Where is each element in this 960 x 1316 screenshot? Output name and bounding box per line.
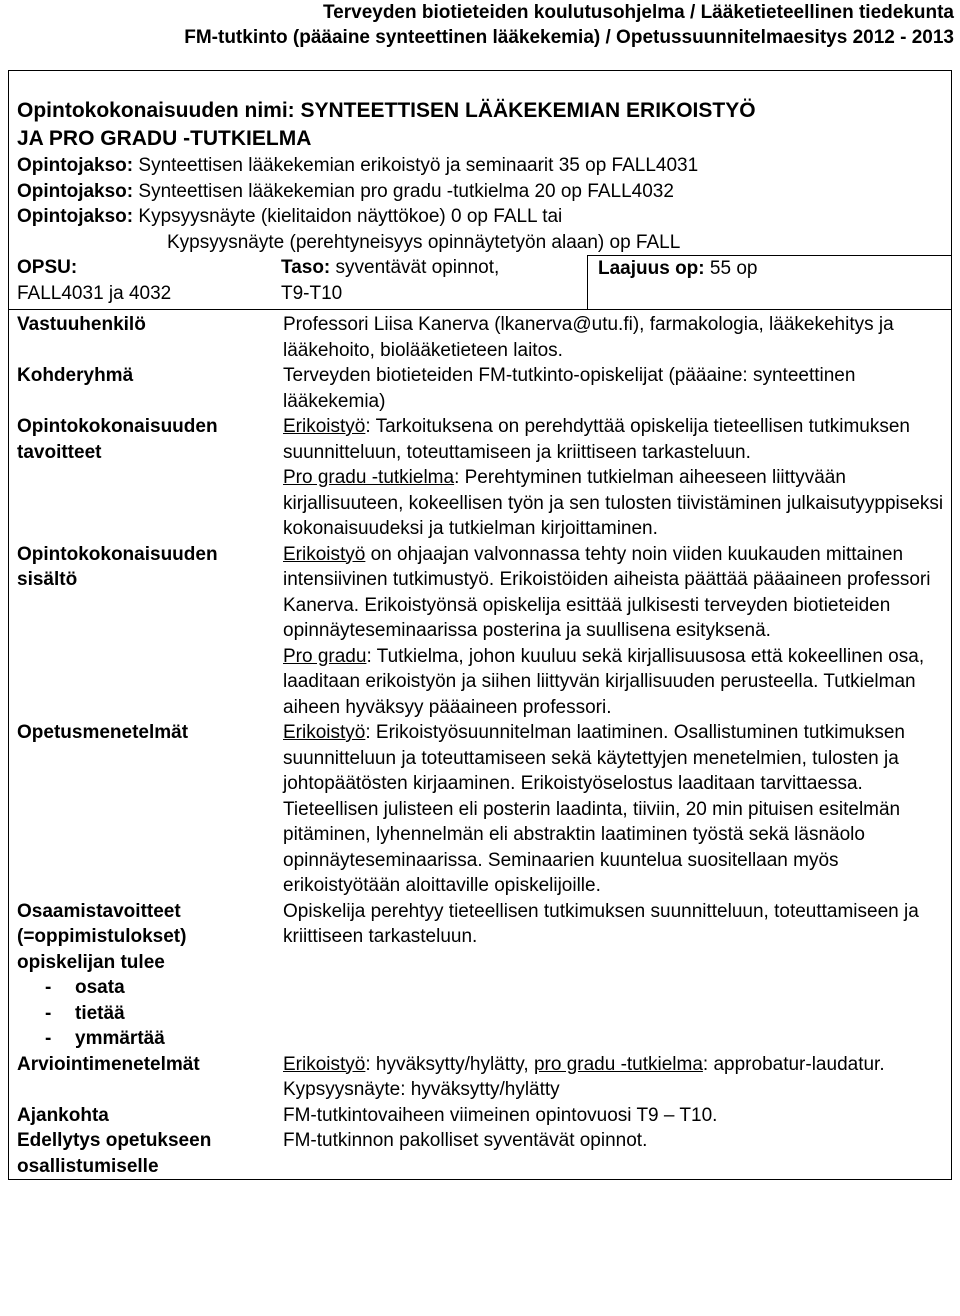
row-vastuuhenkilo: Vastuuhenkilö Professori Liisa Kanerva (lkanerva@utu.fi), farmakologia, lääkekehitys ja lääkehoito, biolääketieteen laitos.	[17, 314, 894, 361]
taso-cell: Taso: syventävät opinnot, T9-T10	[281, 257, 500, 304]
course-line-2: Opintojakso: Synteettisen lääkekemian pro gradu -tutkielma 20 op FALL4032	[17, 180, 674, 202]
page-header	[0, 0, 960, 50]
opsu-row	[9, 255, 951, 310]
course-line-1: Opintojakso: Synteettisen lääkekemian erikoistyö ja seminaarit 35 op FALL4031	[17, 155, 699, 176]
row-kohderyhma: Kohderyhmä Terveyden biotieteiden FM-tutkinto-opiskelijat (pääaine: synteettinen lääkekemia)	[17, 365, 856, 412]
header-line-2: FM-tutkinto (pääaine synteettinen lääkekemia) / Opetussuunnitelmaesitys 2012 - 2013	[184, 27, 954, 48]
row-opetusmenetelmat: Opetusmenetelmät Erikoistyö: Erikoistyösuunnitelman laatiminen. Osallistuminen tutkimuksen suunnitteluun ja toteuttamiseen sekä käytettyjen menetelmien, tulosten ja johtopäätösten kirjaaminen. Erikoistyöselostus laaditaan tarvittaessa. Tieteellisen julisteen eli posterin laadinta, tiiviin, 20 min pituisen esitelmän pitäminen, lyhennelmän eli abstraktin laatiminen työstä sekä läsnäolo opinnäyteseminaarissa. Seminaarien kuuntelua suositellaan myös erikoistyötään aloittaville opiskelijoille.	[17, 722, 905, 896]
row-edellytys: Edellytys opetukseen osallistumiselle FM-tutkinnon pakolliset syventävät opinnot.	[17, 1130, 648, 1177]
row-sisalto: Opintokokonaisuuden sisältö Erikoistyö on ohjaajan valvonnassa tehty noin viiden kuukauden mittainen intensiivinen tutkimustyö. Erikoistöiden aiheista päättää pääaineen professori Kanerva. Erikoistyönsä opiskelija esittää julkisesti terveyden biotieteiden opinnäyteseminaarissa posterina ja suullisena esityksenä. Pro gradu: Tutkielma, johon kuuluu sekä kirjallisuusosa että kokeellinen osa, laaditaan erikoistyön ja siihen liittyvän kirjallisuuden perusteella. Tutkielman aiheen hyväksyy pääaineen professori.	[17, 543, 931, 718]
study-module-title: Opintokokonaisuuden nimi: SYNTEETTISEN LÄÄKEKEMIAN ERIKOISTYÖ	[17, 99, 756, 122]
row-arviointimenetelmat: Arviointimenetelmät Erikoistyö: hyväksytty/hylätty, pro gradu -tutkielma: approbatur-laudatur. Kypsyysnäyte: hyväksytty/hylätty	[17, 1053, 885, 1100]
opsu-cell: OPSU: FALL4031 ja 4032	[17, 257, 172, 304]
row-osaamistavoitteet: Osaamistavoitteet (=oppimistulokset) opiskelijan tulee - osata - tietää - ymmärtää Opiskelija perehtyy tieteellisen tutkimuksen suunnitteluun, toteuttamiseen ja kriittiseen tarkasteluun.	[17, 900, 919, 1049]
course-line-3: Opintojakso: Kypsyysnäyte (kielitaidon näyttökoe) 0 op FALL tai	[17, 206, 563, 227]
row-ajankohta: Ajankohta FM-tutkintovaiheen viimeinen opintovuosi T9 – T10.	[17, 1104, 718, 1126]
curriculum-table	[8, 70, 952, 1180]
course-header-block	[9, 71, 951, 255]
study-module-title-cont: JA PRO GRADU -TUTKIELMA	[17, 127, 312, 150]
laajuus-cell: Laajuus op: 55 op	[587, 255, 951, 309]
row-tavoitteet: Opintokokonaisuuden tavoitteet Erikoistyö: Tarkoituksena on perehdyttää opiskelija tieteellisen tutkimuksen suunnitteluun, toteuttamiseen ja kriittiseen tarkasteluun. Pro gradu -tutkielma: Perehtyminen tutkielman aiheeseen liittyvään kirjallisuuteen, kokeellisen työn ja sen tulosten tiivistäminen julkaisutyyppiseksi kokonaisuudeksi ja tutkielman kirjoittaminen.	[17, 416, 944, 539]
header-line-1: Terveyden biotieteiden koulutusohjelma / Lääketieteellinen tiedekunta	[322, 2, 954, 23]
course-line-3-cont: Kypsyysnäyte (perehtyneisyys opinnäytetyön alaan) op FALL	[167, 231, 681, 253]
